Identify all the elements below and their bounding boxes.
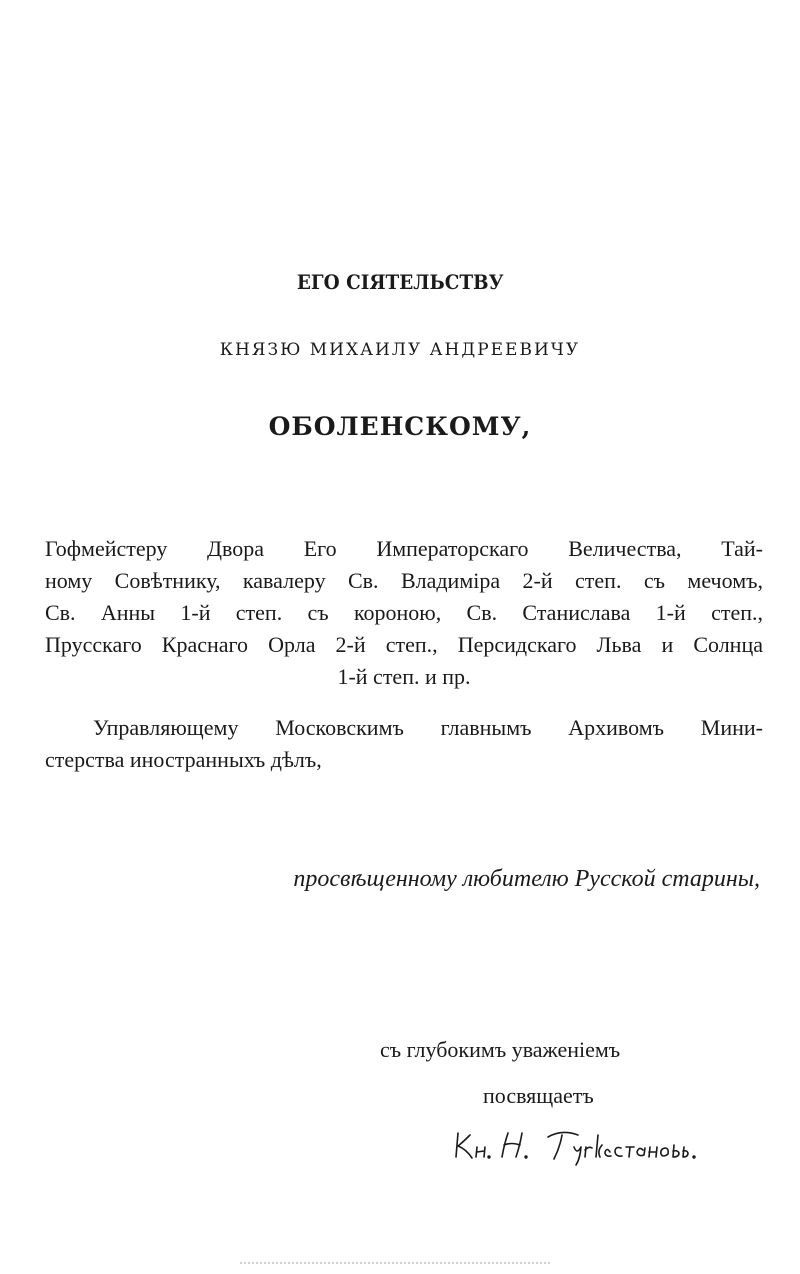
archive-line: Управляющему Московскимъ главнымъ Архивомъ Мини- bbox=[93, 715, 763, 740]
page-bottom-rule bbox=[240, 1262, 550, 1268]
titles-paragraph bbox=[45, 533, 763, 693]
dedicates-line: посвящаетъ bbox=[483, 1083, 594, 1108]
titles-line: Св. Анны 1-й степ. съ короною, Св. Станислава 1-й степ., bbox=[45, 600, 763, 625]
titles-line: Прусскаго Краснаго Орла 2-й степ., Персидскаго Льва и Солнца bbox=[45, 632, 763, 657]
titles-line: 1-й степ. и пр. bbox=[337, 664, 471, 689]
handwritten-signature bbox=[450, 1127, 730, 1169]
titles-line: ному Совѣтнику, кавалеру Св. Владиміра 2-й степ. съ мечомъ, bbox=[45, 568, 763, 593]
signature-icon bbox=[450, 1127, 730, 1169]
dedication-title-line-2: КНЯЗЮ МИХАИЛУ АНДРЕЕВИЧУ bbox=[219, 340, 581, 360]
archive-line: стерства иностранныхъ дѣлъ, bbox=[45, 747, 322, 772]
titles-line: Гофмейстеру Двора Его Императорскаго Величества, Тай- bbox=[45, 536, 763, 561]
dedication-recipient-name: ОБОЛЕНСКОМУ, bbox=[268, 412, 532, 441]
archive-paragraph bbox=[45, 712, 763, 776]
respect-line: съ глубокимъ уваженіемъ bbox=[380, 1037, 621, 1062]
italic-dedication-line: просвѣщенному любителю Русской старины, bbox=[293, 866, 760, 892]
dedication-title-line-1: ЕГО СІЯТЕЛЬСТВУ bbox=[296, 270, 504, 294]
